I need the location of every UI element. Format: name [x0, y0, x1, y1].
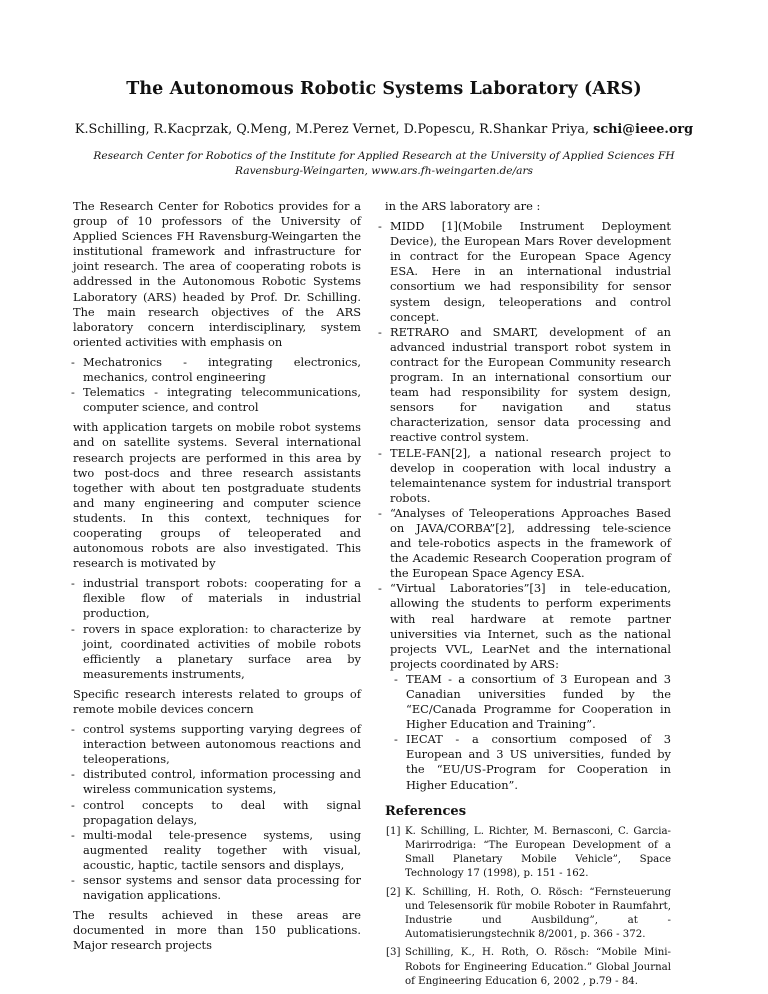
list-item: - distributed control, information processing and wireless communication systems,	[73, 767, 361, 797]
right-column	[380, 199, 671, 993]
reference-number: [3]	[386, 947, 401, 959]
list-item: - industrial transport robots: cooperating for a flexible flow of materials in industrial production,	[73, 576, 361, 621]
reference-item	[386, 886, 671, 943]
interests-list	[73, 722, 361, 903]
list-item: - TELE-FAN[2], a national research project to develop in cooperation with local industry a telemaintenance system for industrial transport robots.	[380, 446, 671, 506]
reference-item	[386, 946, 671, 989]
reference-item	[386, 825, 671, 882]
intro-paragraph: The Research Center for Robotics provides for a group of 10 professors of the University of Applied Sciences FH Ravensburg-Weingarten the institutional framework and infrastructure for joint research. The area of cooperating robots is addressed in the Autonomous Robotic Systems Laboratory (ARS) headed by Prof. Dr. Schilling. The main research objectives of the ARS laboratory concern interdisciplinary, system oriented activities with emphasis on	[73, 199, 361, 349]
virtual-labs-text: “Virtual Laboratories”[3] in tele-education, allowing the students to perform experiments with real hardware at remote partner universities via Internet, such as the national projects VVL, LearNet and the international projects coordinated by ARS:	[390, 581, 671, 671]
list-item: - control systems supporting varying degrees of interaction between autonomous reactions and teleoperations,	[73, 722, 361, 767]
list-item: - “Analyses of Teleoperations Approaches Based on JAVA/CORBA”[2], addressing tele-science and tele-robotics aspects in the framework of the Academic Research Cooperation program of the European Space Agency ESA.	[380, 506, 671, 581]
left-column	[73, 199, 361, 959]
objectives-list	[73, 355, 361, 415]
list-item: - rovers in space exploration: to characterize by joint, coordinated activities of mobile robots efficiently a planetary surface area by measurements instruments,	[73, 622, 361, 682]
list-item: - IECAT - a consortium composed of 3 European and 3 US universities, funded by the “EU/US-Program for Cooperation in Higher Education”.	[396, 732, 671, 792]
results-paragraph: The results achieved in these areas are documented in more than 150 publications. Major research projects	[73, 908, 361, 953]
list-item: - RETRARO and SMART, development of an advanced industrial transport robot system in contract for the European Community research program. In an international consortium our team had responsibility for system design, sensors for navigation and status characterization, sensor data processing and reactive control system.	[380, 325, 671, 446]
list-item: - sensor systems and sensor data processing for navigation applications.	[73, 873, 361, 903]
projects-intro: in the ARS laboratory are :	[385, 199, 541, 213]
list-item: - Telematics - integrating telecommunications, computer science, and control	[73, 385, 361, 415]
references-heading: References	[385, 803, 467, 819]
paper-title: The Autonomous Robotic Systems Laboratory (ARS)	[126, 79, 642, 99]
author-line	[0, 122, 768, 137]
author-names: K.Schilling, R.Kacprzak, Q.Meng, M.Perez Vernet, D.Popescu, R.Shankar Priya,	[74, 122, 590, 137]
references-list	[380, 825, 671, 989]
reference-text: K. Schilling, H. Roth, O. Rösch: “Fernsteuerung und Telesensorik für mobile Roboter in Raumfahrt, Industrie und Ausbildung”, at - Automatisierungstechnik 8/2001, p. 366 - 372.	[405, 886, 671, 941]
reference-text: K. Schilling, L. Richter, M. Bernasconi, C. Garcia-Marirrodriga: “The European Development of a Small Planetary Mobile Vehicle”, Space Technology 17 (1998), p. 151 - 162.	[405, 825, 671, 880]
motivation-list	[73, 576, 361, 682]
list-item: - Mechatronics - integrating electronics, mechanics, control engineering	[73, 355, 361, 385]
affiliation	[60, 149, 708, 179]
list-item: - multi-modal tele-presence systems, using augmented reality together with visual, acoustic, haptic, tactile sensors and displays,	[73, 828, 361, 873]
affiliation-line-2: Ravensburg-Weingarten, www.ars.fh-weingarten.de/ars	[235, 165, 533, 177]
reference-text: Schilling, K., H. Roth, O. Rösch: “Mobile Mini-Robots for Engineering Education.” Global Journal of Engineering Education 6, 2002 , p.79 - 84.	[405, 947, 671, 987]
subproject-list	[390, 672, 671, 793]
interests-paragraph: Specific research interests related to groups of remote mobile devices concern	[73, 686, 361, 716]
list-item	[380, 581, 671, 792]
reference-number: [1]	[386, 825, 401, 837]
affiliation-line-1: Research Center for Robotics of the Institute for Applied Research at the University of Applied Sciences FH	[93, 150, 675, 162]
list-item: - TEAM - a consortium of 3 European and 3 Canadian universities funded by the “EC/Canada Programme for Cooperation in Higher Education and Training”.	[396, 672, 671, 732]
author-email: schi@ieee.org	[593, 122, 694, 137]
list-item: - MIDD [1](Mobile Instrument Deployment Device), the European Mars Rover development in contract for the European Space Agency ESA. Here in an international industrial consortium we had responsibility for sensor system design, teleoperations and control concept.	[380, 219, 671, 325]
reference-number: [2]	[386, 886, 401, 898]
list-item: - control concepts to deal with signal propagation delays,	[73, 798, 361, 828]
projects-list	[380, 219, 671, 793]
applications-paragraph: with application targets on mobile robot systems and on satellite systems. Several international research projects are performed in this area by two post-docs and three research assistants together with about ten postgraduate students and many engineering and computer science students. In this context, techniques for cooperating groups of teleoperated and autonomous robots are also investigated. This research is motivated by	[73, 420, 361, 571]
